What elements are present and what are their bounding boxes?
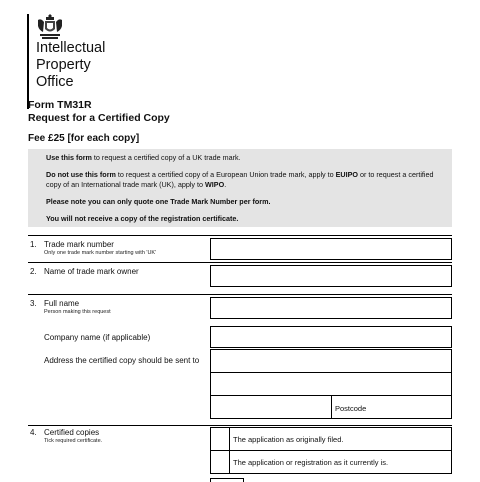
divider	[28, 294, 452, 295]
field-4-number: 4.	[30, 428, 37, 437]
royal-crest-icon	[36, 14, 64, 40]
field-1-label: Trade mark number	[44, 240, 114, 249]
org-line-1: Intellectual	[36, 40, 106, 56]
org-name	[36, 40, 105, 91]
option-2-checkbox[interactable]	[210, 450, 230, 474]
info-paragraph-1: Use this form to request a certified copy of a UK trade mark.	[46, 153, 241, 162]
org-line-3: Office	[36, 74, 74, 90]
address-line-3-input[interactable]	[210, 395, 332, 419]
field-1-number: 1.	[30, 240, 37, 249]
field-4-label: Certified copies	[44, 428, 100, 437]
address-line-2-input[interactable]	[210, 372, 452, 396]
company-name-input[interactable]	[210, 326, 452, 348]
field-3-label: Full name	[44, 299, 80, 308]
option-2-label: The application or registration as it currently is.	[233, 458, 389, 467]
field-4-hint: Tick required certificate.	[44, 438, 103, 444]
postcode-label: Postcode	[335, 404, 367, 413]
address-line-1-input[interactable]	[210, 349, 452, 373]
form-title: Form TM31R	[28, 99, 92, 111]
org-line-2: Property	[36, 57, 91, 73]
divider	[28, 235, 452, 236]
field-3-number: 3.	[30, 299, 37, 308]
info-paragraph-2: Do not use this form to request a certified copy of a European Union trade mark, apply to EUIPO or to request a certified copy of an International trade mark (UK), apply to WIPO.	[46, 170, 434, 189]
company-name-label: Company name (if applicable)	[44, 333, 151, 342]
info-paragraph-4: You will not receive a copy of the registration certificate.	[46, 214, 239, 223]
form-subtitle: Request for a Certified Copy	[28, 112, 170, 124]
divider	[28, 262, 452, 263]
field-1-hint: Only one trade mark number starting with 'UK'	[44, 250, 157, 256]
field-2-number: 2.	[30, 267, 37, 276]
divider	[28, 425, 452, 426]
field-2-label: Name of trade mark owner	[44, 267, 139, 276]
info-box	[28, 149, 452, 227]
trade-mark-number-input[interactable]	[210, 238, 452, 260]
option-1-label: The application as originally filed.	[233, 435, 344, 444]
fee-label: Fee £25 [for each copy]	[28, 133, 140, 144]
address-label: Address the certified copy should be sent to	[44, 356, 200, 365]
info-paragraph-3: Please note you can only quote one Trade Mark Number per form.	[46, 197, 271, 206]
brand-bar	[27, 14, 29, 109]
next-field-edge	[210, 478, 244, 482]
option-1-checkbox[interactable]	[210, 427, 230, 451]
field-3-hint: Person making this request	[44, 309, 111, 315]
trade-mark-owner-input[interactable]	[210, 265, 452, 287]
full-name-input[interactable]	[210, 297, 452, 319]
